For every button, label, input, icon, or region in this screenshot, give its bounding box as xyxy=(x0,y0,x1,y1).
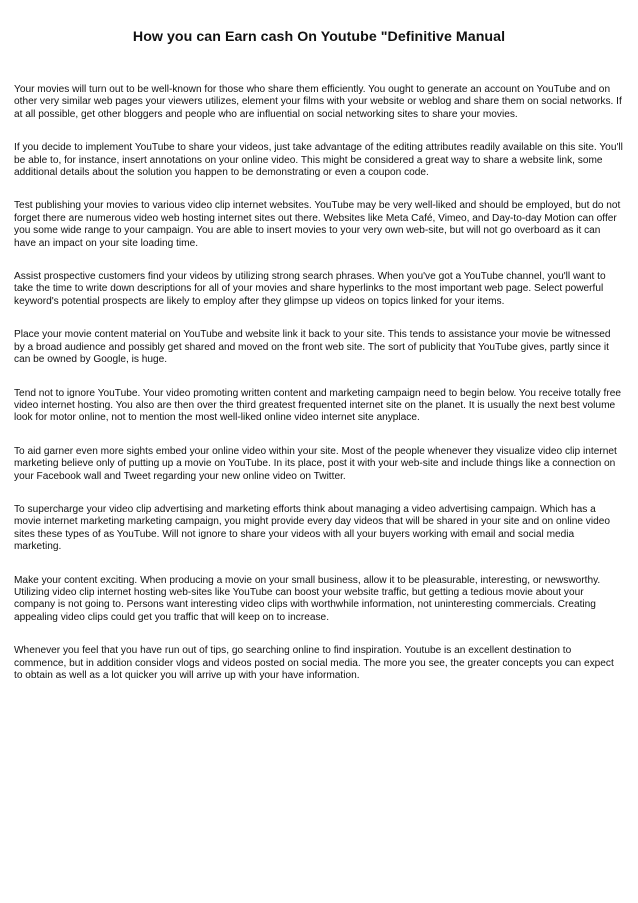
paragraph-1: Your movies will turn out to be well-known for those who share them efficiently. You ought to generate an account on YouTube and on other very similar web pages your viewers utilizes, element your films with your website or weblog and share them on social networks. If at all possible, get other bloggers and people who are influential on social networking sites to share your movies. xyxy=(14,84,622,120)
document-title: How you can Earn cash On Youtube "Definitive Manual xyxy=(132,29,506,45)
paragraph-2: If you decide to implement YouTube to share your videos, just take advantage of the editing attributes readily available on this site. You'll be able to, for instance, insert annotations on your online video. This might be considered a great way to share a website link, some additional details about the solution you happen to be demonstrating or even a coupon code. xyxy=(14,142,623,179)
paragraph-3: Test publishing your movies to various video clip internet websites. YouTube may be very well-liked and should be employed, but do not forget there are numerous video web hosting internet sites out there. Websites like Meta Café, Vimeo, and Day-to-day Motion can offer you some wide range to your campaign. You are able to insert movies to your very own web-site, but will not go overboard as it can have an impact on your site loading time. xyxy=(14,200,621,249)
paragraph-10: Whenever you feel that you have run out of tips, go searching online to find inspiration. Youtube is an excellent destination to commence, but in addition consider vlogs and videos posted on social media. The more you see, the greater concepts you can expect to obtain as well as a lot quicker you will arrive up with your have information. xyxy=(14,645,614,681)
paragraph-8: To supercharge your video clip advertising and marketing efforts think about managing a video advertising campaign. Which has a movie internet marketing marketing campaign, you might provide every day videos that will be shared in your site and on online video sites these types of as YouTube. Will not ignore to share your videos with all your buyers working with email and social media marketing. xyxy=(14,503,611,553)
paragraph-4: Assist prospective customers find your videos by utilizing strong search phrases. When you've got a YouTube channel, you'll want to take the time to write down descriptions for all of your movies and share hyperlinks to the most important web page. Select powerful keyword's potential prospects are likely to employ after they glimpse up videos on topics linked for your items. xyxy=(14,271,606,307)
paragraph-7: To aid garner even more sights embed your online video within your site. Most of the people whenever they visualize video clip internet marketing believe only of putting up a movie on YouTube. In its place, post it with your web-site and include things like a connection on your Facebook wall and Tweet regarding your new online video on Twitter. xyxy=(14,445,617,482)
paragraph-9: Make your content exciting. When producing a movie on your small business, allow it to be pleasurable, interesting, or newsworthy. Utilizing video clip internet hosting web-sites like YouTube can boost your website traffic, but getting a tedious movie about your company is not going to. Persons want interesting video clips with worthwhile information, not uninteresting commercials. Creating appealing video clips could get you traffic that will keep on to increase. xyxy=(14,574,601,623)
paragraph-5: Place your movie content material on YouTube and website link it back to your site. This tends to assistance your movie be witnessed by a broad audience and possibly get shared and moved on the front web site. The sort of publicity that YouTube gives, partly since it can be owned by Google, is huge. xyxy=(14,329,611,366)
paragraph-6: Tend not to ignore YouTube. Your video promoting written content and marketing campaign need to begin below. You receive totally free video internet hosting. You also are then over the third greatest frequented internet site on the planet. It is usually the next best volume look for motor online, not to mention the most well-liked online video internet site anyplace. xyxy=(14,387,621,424)
